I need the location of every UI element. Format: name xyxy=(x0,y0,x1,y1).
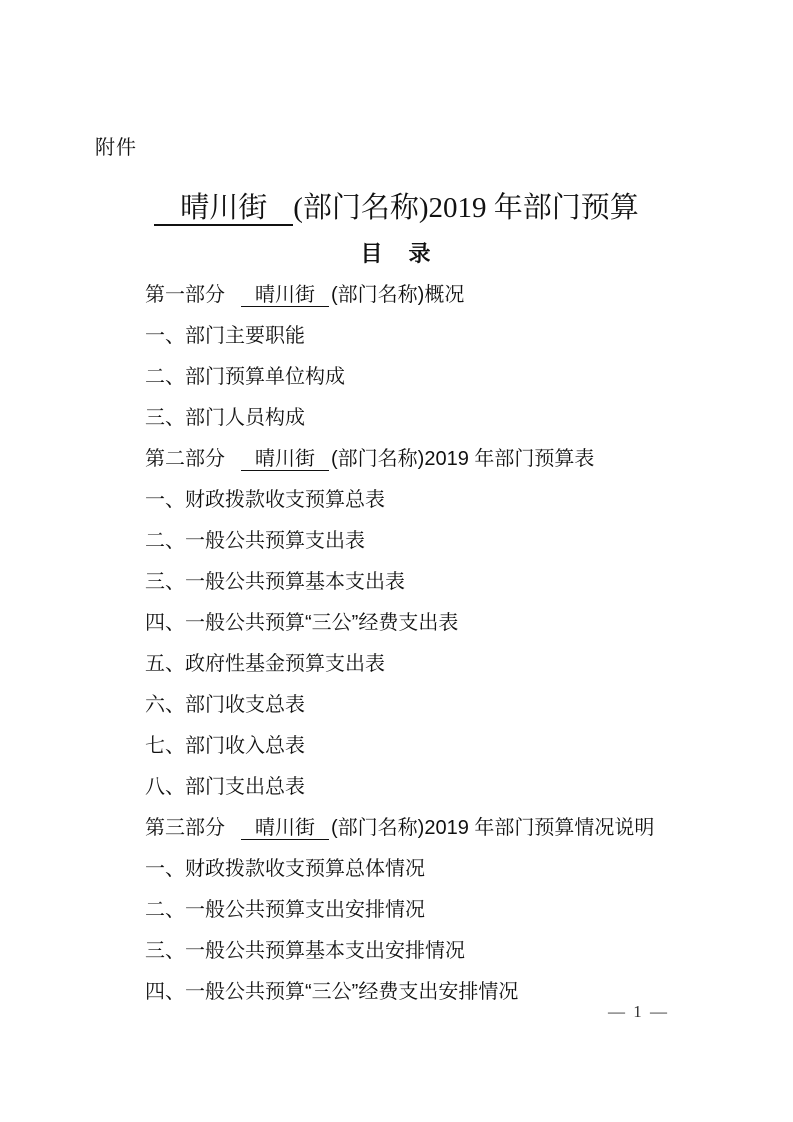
toc-item-text: 三、部门人员构成 xyxy=(145,407,305,429)
document-title xyxy=(0,190,793,226)
toc-part-rest: (部门名称)2019 年部门预算情况说明 xyxy=(331,817,655,839)
toc-item xyxy=(145,316,753,357)
toc-underlined-department-name: 晴川街 xyxy=(241,817,329,840)
toc-item xyxy=(145,685,753,726)
toc-item-text: 三、一般公共预算基本支出安排情况 xyxy=(145,940,465,962)
toc-part-label: 第二部分 xyxy=(145,448,225,470)
toc-item xyxy=(145,398,753,439)
toc-item xyxy=(145,890,753,931)
toc-item-text: 五、政府性基金预算支出表 xyxy=(145,653,385,675)
toc-item-text: 四、一般公共预算“三公”经费支出安排情况 xyxy=(145,981,519,1003)
toc-item xyxy=(145,480,753,521)
title-department-name: 晴川街 xyxy=(154,192,293,226)
toc-item xyxy=(145,357,753,398)
toc-item-text: 二、一般公共预算支出安排情况 xyxy=(145,899,425,921)
attachment-label: 附件 xyxy=(95,137,137,159)
toc-item-text: 二、部门预算单位构成 xyxy=(145,366,345,388)
toc-part-line-2 xyxy=(145,439,753,480)
table-of-contents xyxy=(145,275,753,1013)
toc-part-rest: (部门名称)概况 xyxy=(331,284,465,306)
toc-item-text: 一、财政拨款收支预算总表 xyxy=(145,489,385,511)
toc-item xyxy=(145,726,753,767)
toc-item xyxy=(145,644,753,685)
toc-item xyxy=(145,521,753,562)
toc-item xyxy=(145,767,753,808)
toc-item-text: 七、部门收入总表 xyxy=(145,735,305,757)
toc-item-text: 一、财政拨款收支预算总体情况 xyxy=(145,858,425,880)
toc-underlined-department-name: 晴川街 xyxy=(241,284,329,307)
toc-item xyxy=(145,849,753,890)
toc-item xyxy=(145,562,753,603)
toc-part-label: 第一部分 xyxy=(145,284,225,306)
page-number: — 1 — xyxy=(608,1002,669,1021)
toc-item-text: 二、一般公共预算支出表 xyxy=(145,530,365,552)
title-rest: (部门名称)2019 年部门预算 xyxy=(293,192,639,224)
toc-item-text: 八、部门支出总表 xyxy=(145,776,305,798)
toc-part-rest: (部门名称)2019 年部门预算表 xyxy=(331,448,595,470)
toc-heading: 目 录 xyxy=(360,241,433,266)
toc-item-text: 一、部门主要职能 xyxy=(145,325,305,347)
toc-item-text: 三、一般公共预算基本支出表 xyxy=(145,571,405,593)
toc-part-line-1 xyxy=(145,275,753,316)
toc-item-text: 四、一般公共预算“三公”经费支出表 xyxy=(145,612,459,634)
toc-item xyxy=(145,931,753,972)
toc-part-line-3 xyxy=(145,808,753,849)
page-footer xyxy=(608,1002,669,1022)
toc-item-text: 六、部门收支总表 xyxy=(145,694,305,716)
toc-underlined-department-name: 晴川街 xyxy=(241,448,329,471)
toc-part-label: 第三部分 xyxy=(145,817,225,839)
toc-item xyxy=(145,603,753,644)
